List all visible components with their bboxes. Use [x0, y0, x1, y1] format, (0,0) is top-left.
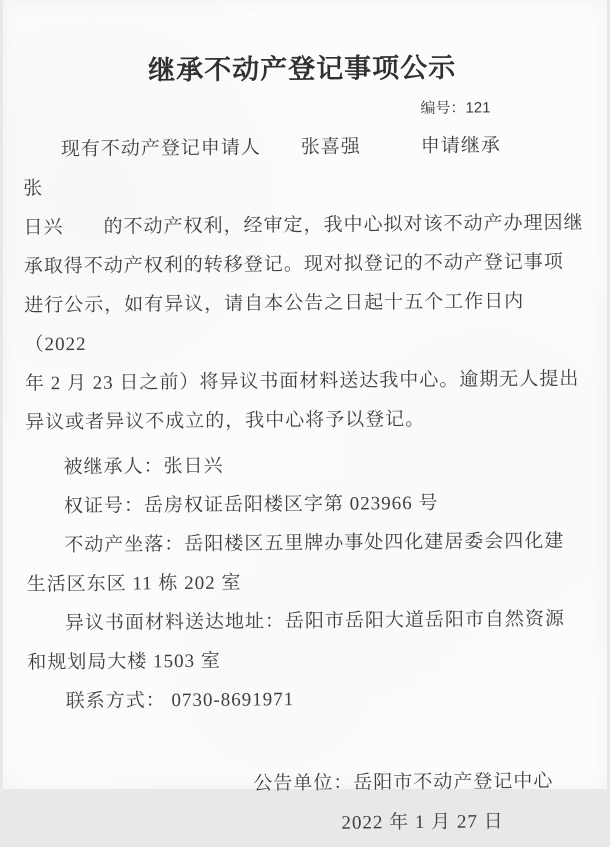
notice-footer — [6, 761, 610, 846]
issuing-authority: 公告单位：岳阳市不动产登记中心 — [253, 770, 554, 795]
detail-line-contact-phone: 联系方式： 0730-8691971 — [65, 689, 295, 713]
paragraph-line: 日兴 的不动产权利，经审定，我中心拟对该不动产办理因继 — [23, 212, 584, 239]
scanned-notice-page — [3, 0, 607, 834]
detail-line-certificate-number: 权证号：岳房权证岳阳楼区字第 023966 号 — [63, 492, 439, 518]
paragraph-line: 年 2 月 23 日之前）将异议书面材料送达我中心。逾期无人提出 — [24, 368, 580, 395]
paragraph-line: 进行公示，如有异议，请自本公告之日起十五个工作日内（2022 — [24, 291, 525, 356]
doc-number: 编号：121 — [420, 99, 491, 117]
paragraph-line: 承取得不动产权利的转移登记。现对拟登记的不动产登记事项 — [23, 251, 564, 278]
detail-line-property-location: 不动产坐落：岳阳楼区五里牌办事处四化建居委会四化建 — [64, 530, 565, 557]
issue-date: 2022 年 1 月 27 日 — [341, 811, 504, 834]
page-title: 继承不动产登记事项公示 — [148, 52, 457, 86]
detail-line-objection-address-cont: 和规划局大楼 1503 室 — [27, 650, 221, 674]
detail-line-heir: 被继承人：张日兴 — [63, 455, 224, 479]
paragraph-line: 异议或者异议不成立的，我中心将予以登记。 — [25, 408, 426, 434]
notice-body — [1, 125, 610, 721]
paragraph-line: 现有不动产登记申请人 张喜强 申请继承 张 — [23, 134, 581, 200]
detail-line-objection-address: 异议书面材料送达地址：岳阳市岳阳大道岳阳市自然资源 — [64, 608, 566, 635]
detail-line-property-location-cont: 生活区东区 11 栋 202 室 — [26, 572, 242, 596]
